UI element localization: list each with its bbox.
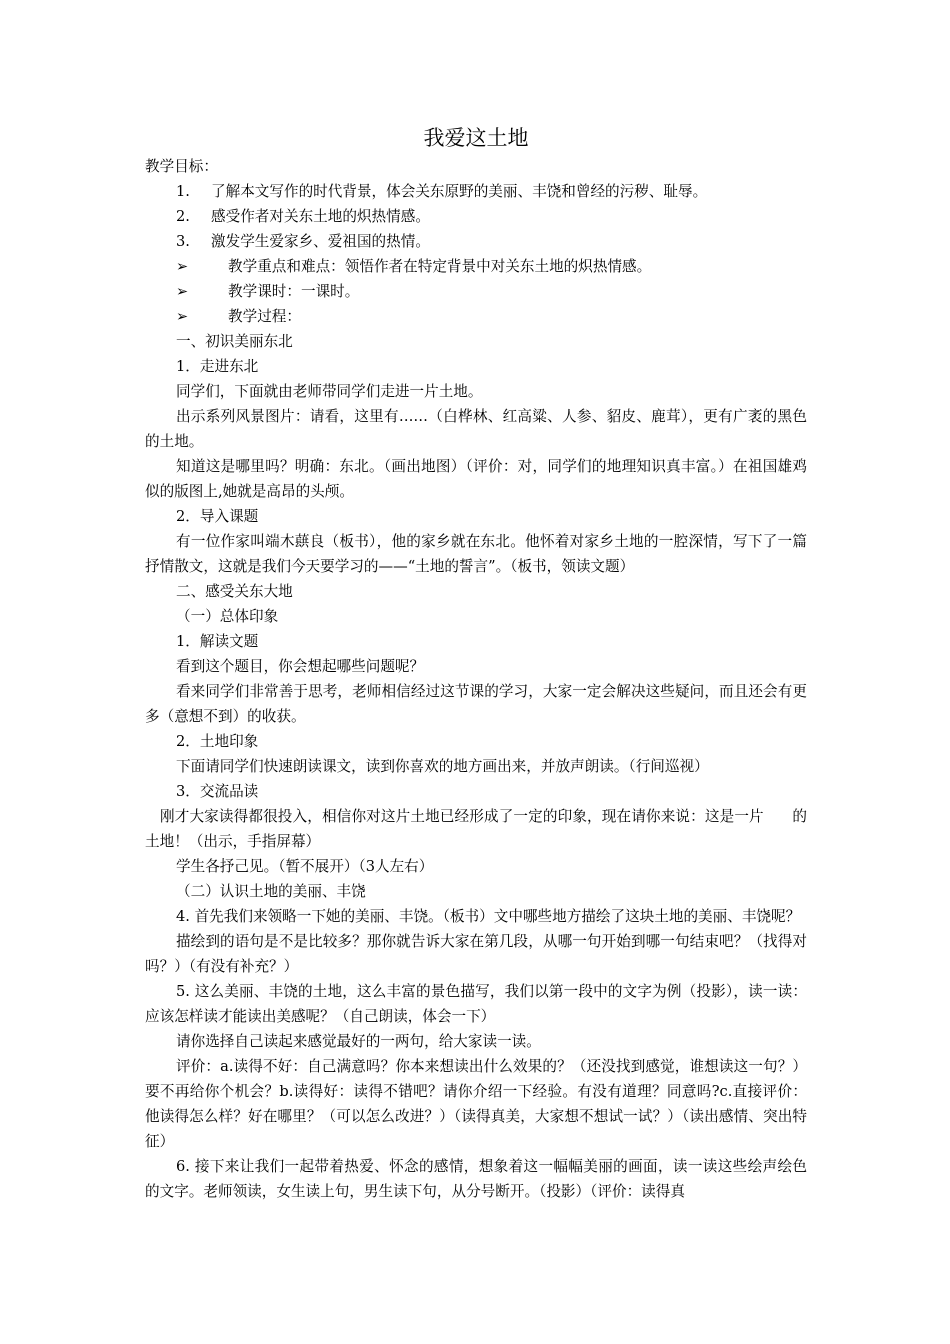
bullet-text: 教学重点和难点：领悟作者在特定背景中对关东土地的炽热情感。 bbox=[228, 258, 652, 275]
paragraph: 同学们，下面就由老师带同学们走进一片土地。 bbox=[176, 383, 483, 400]
paragraph: 看来同学们非常善于思考，老师相信经过这节课的学习，大家一定会解决这些疑问，而且还会有更多（意想不到）的收获。 bbox=[145, 683, 807, 725]
bullet-item bbox=[145, 279, 807, 304]
paragraph: 描绘到的语句是不是比较多？那你就告诉大家在第几段，从哪一句开始到哪一句结束吧？（找得对吗？）（有没有补充？） bbox=[145, 933, 807, 975]
objective-item bbox=[145, 204, 807, 229]
objective-text: 感受作者对关东土地的炽热情感。 bbox=[211, 208, 430, 225]
objective-number: 3. bbox=[176, 233, 190, 250]
subsection-heading: 2．土地印象 bbox=[176, 733, 259, 750]
page-title: 我爱这土地 bbox=[423, 126, 529, 150]
paragraph: 4. 首先我们来领略一下她的美丽、丰饶。（板书）文中哪些地方描绘了这块土地的美丽、丰饶呢？ bbox=[176, 908, 801, 925]
paragraph: 请你选择自己读起来感觉最好的一两句，给大家读一读。 bbox=[176, 1033, 541, 1050]
paragraph: 评价：a.读得不好：自己满意吗？你本来想读出什么效果的？（还没找到感觉，谁想读这一句？）要不再给你个机会？b.读得好：读得不错吧？请你介绍一下经验。有没有道理？同意吗?c.直接评价：他读得怎么样？好在哪里？（可以怎么改进？）（读得真美，大家想不想试一试？）（读出感情、突出特征） bbox=[145, 1058, 807, 1150]
paragraph: 5. 这么美丽、丰饶的土地，这么丰富的景色描写，我们以第一段中的文字为例（投影），读一读：应该怎样读才能读出美感呢？（自己朗读，体会一下） bbox=[145, 983, 807, 1025]
document-body bbox=[145, 122, 807, 1204]
objective-text: 了解本文写作的时代背景，体会关东原野的美丽、丰饶和曾经的污秽、耻辱。 bbox=[211, 183, 708, 200]
paragraph: 出示系列风景图片：请看，这里有……（白桦林、红高粱、人参、貂皮、鹿茸），更有广袤的黑色的土地。 bbox=[145, 408, 807, 450]
subsection-heading: 2．导入课题 bbox=[176, 508, 259, 525]
objective-number: 2. bbox=[176, 208, 190, 225]
paragraph: 知道这是哪里吗？明确：东北。（画出地图）（评价：对，同学们的地理知识真丰富。）在祖国雄鸡似的版图上,她就是高昂的头颅。 bbox=[145, 458, 807, 500]
subsection-heading: （一）总体印象 bbox=[176, 608, 279, 625]
section-heading: 一、初识美丽东北 bbox=[176, 333, 293, 350]
paragraph: 看到这个题目，你会想起哪些问题呢？ bbox=[176, 658, 425, 675]
bullet-item bbox=[145, 254, 807, 279]
paragraph: 刚才大家读得都很投入，相信你对这片土地已经形成了一定的印象，现在请你来说：这是一片 的土地！（出示，手指屏幕） bbox=[145, 808, 807, 850]
subsection-heading: （二）认识土地的美丽、丰饶 bbox=[176, 883, 366, 900]
subsection-heading: 1．解读文题 bbox=[176, 633, 259, 650]
objective-number: 1. bbox=[176, 183, 190, 200]
bullet-text: 教学课时：一课时。 bbox=[228, 283, 360, 300]
objectives-heading: 教学目标： bbox=[145, 158, 218, 175]
objective-text: 激发学生爱家乡、爱祖国的热情。 bbox=[211, 233, 430, 250]
bullet-text: 教学过程： bbox=[228, 308, 301, 325]
paragraph: 有一位作家叫端木蕻良（板书），他的家乡就在东北。他怀着对家乡土地的一腔深情，写下了一篇抒情散文，这就是我们今天要学习的——“土地的誓言”。（板书，领读文题） bbox=[145, 533, 807, 575]
objective-item bbox=[145, 229, 807, 254]
objective-item bbox=[145, 179, 807, 204]
subsection-heading: 3．交流品读 bbox=[176, 783, 259, 800]
subsection-heading: 1．走进东北 bbox=[176, 358, 259, 375]
arrow-bullet-icon: ➢ bbox=[176, 283, 189, 300]
arrow-bullet-icon: ➢ bbox=[176, 308, 189, 325]
paragraph: 6. 接下来让我们一起带着热爱、怀念的感情，想象着这一幅幅美丽的画面，读一读这些绘声绘色的文字。老师领读，女生读上句，男生读下句，从分号断开。（投影）（评价：读得真 bbox=[145, 1158, 807, 1200]
paragraph: 下面请同学们快速朗读课文，读到你喜欢的地方画出来，并放声朗读。（行间巡视） bbox=[176, 758, 709, 775]
paragraph: 学生各抒己见。（暂不展开）（3人左右） bbox=[176, 858, 434, 875]
bullet-item bbox=[145, 304, 807, 329]
arrow-bullet-icon: ➢ bbox=[176, 258, 189, 275]
section-heading: 二、感受关东大地 bbox=[176, 583, 293, 600]
